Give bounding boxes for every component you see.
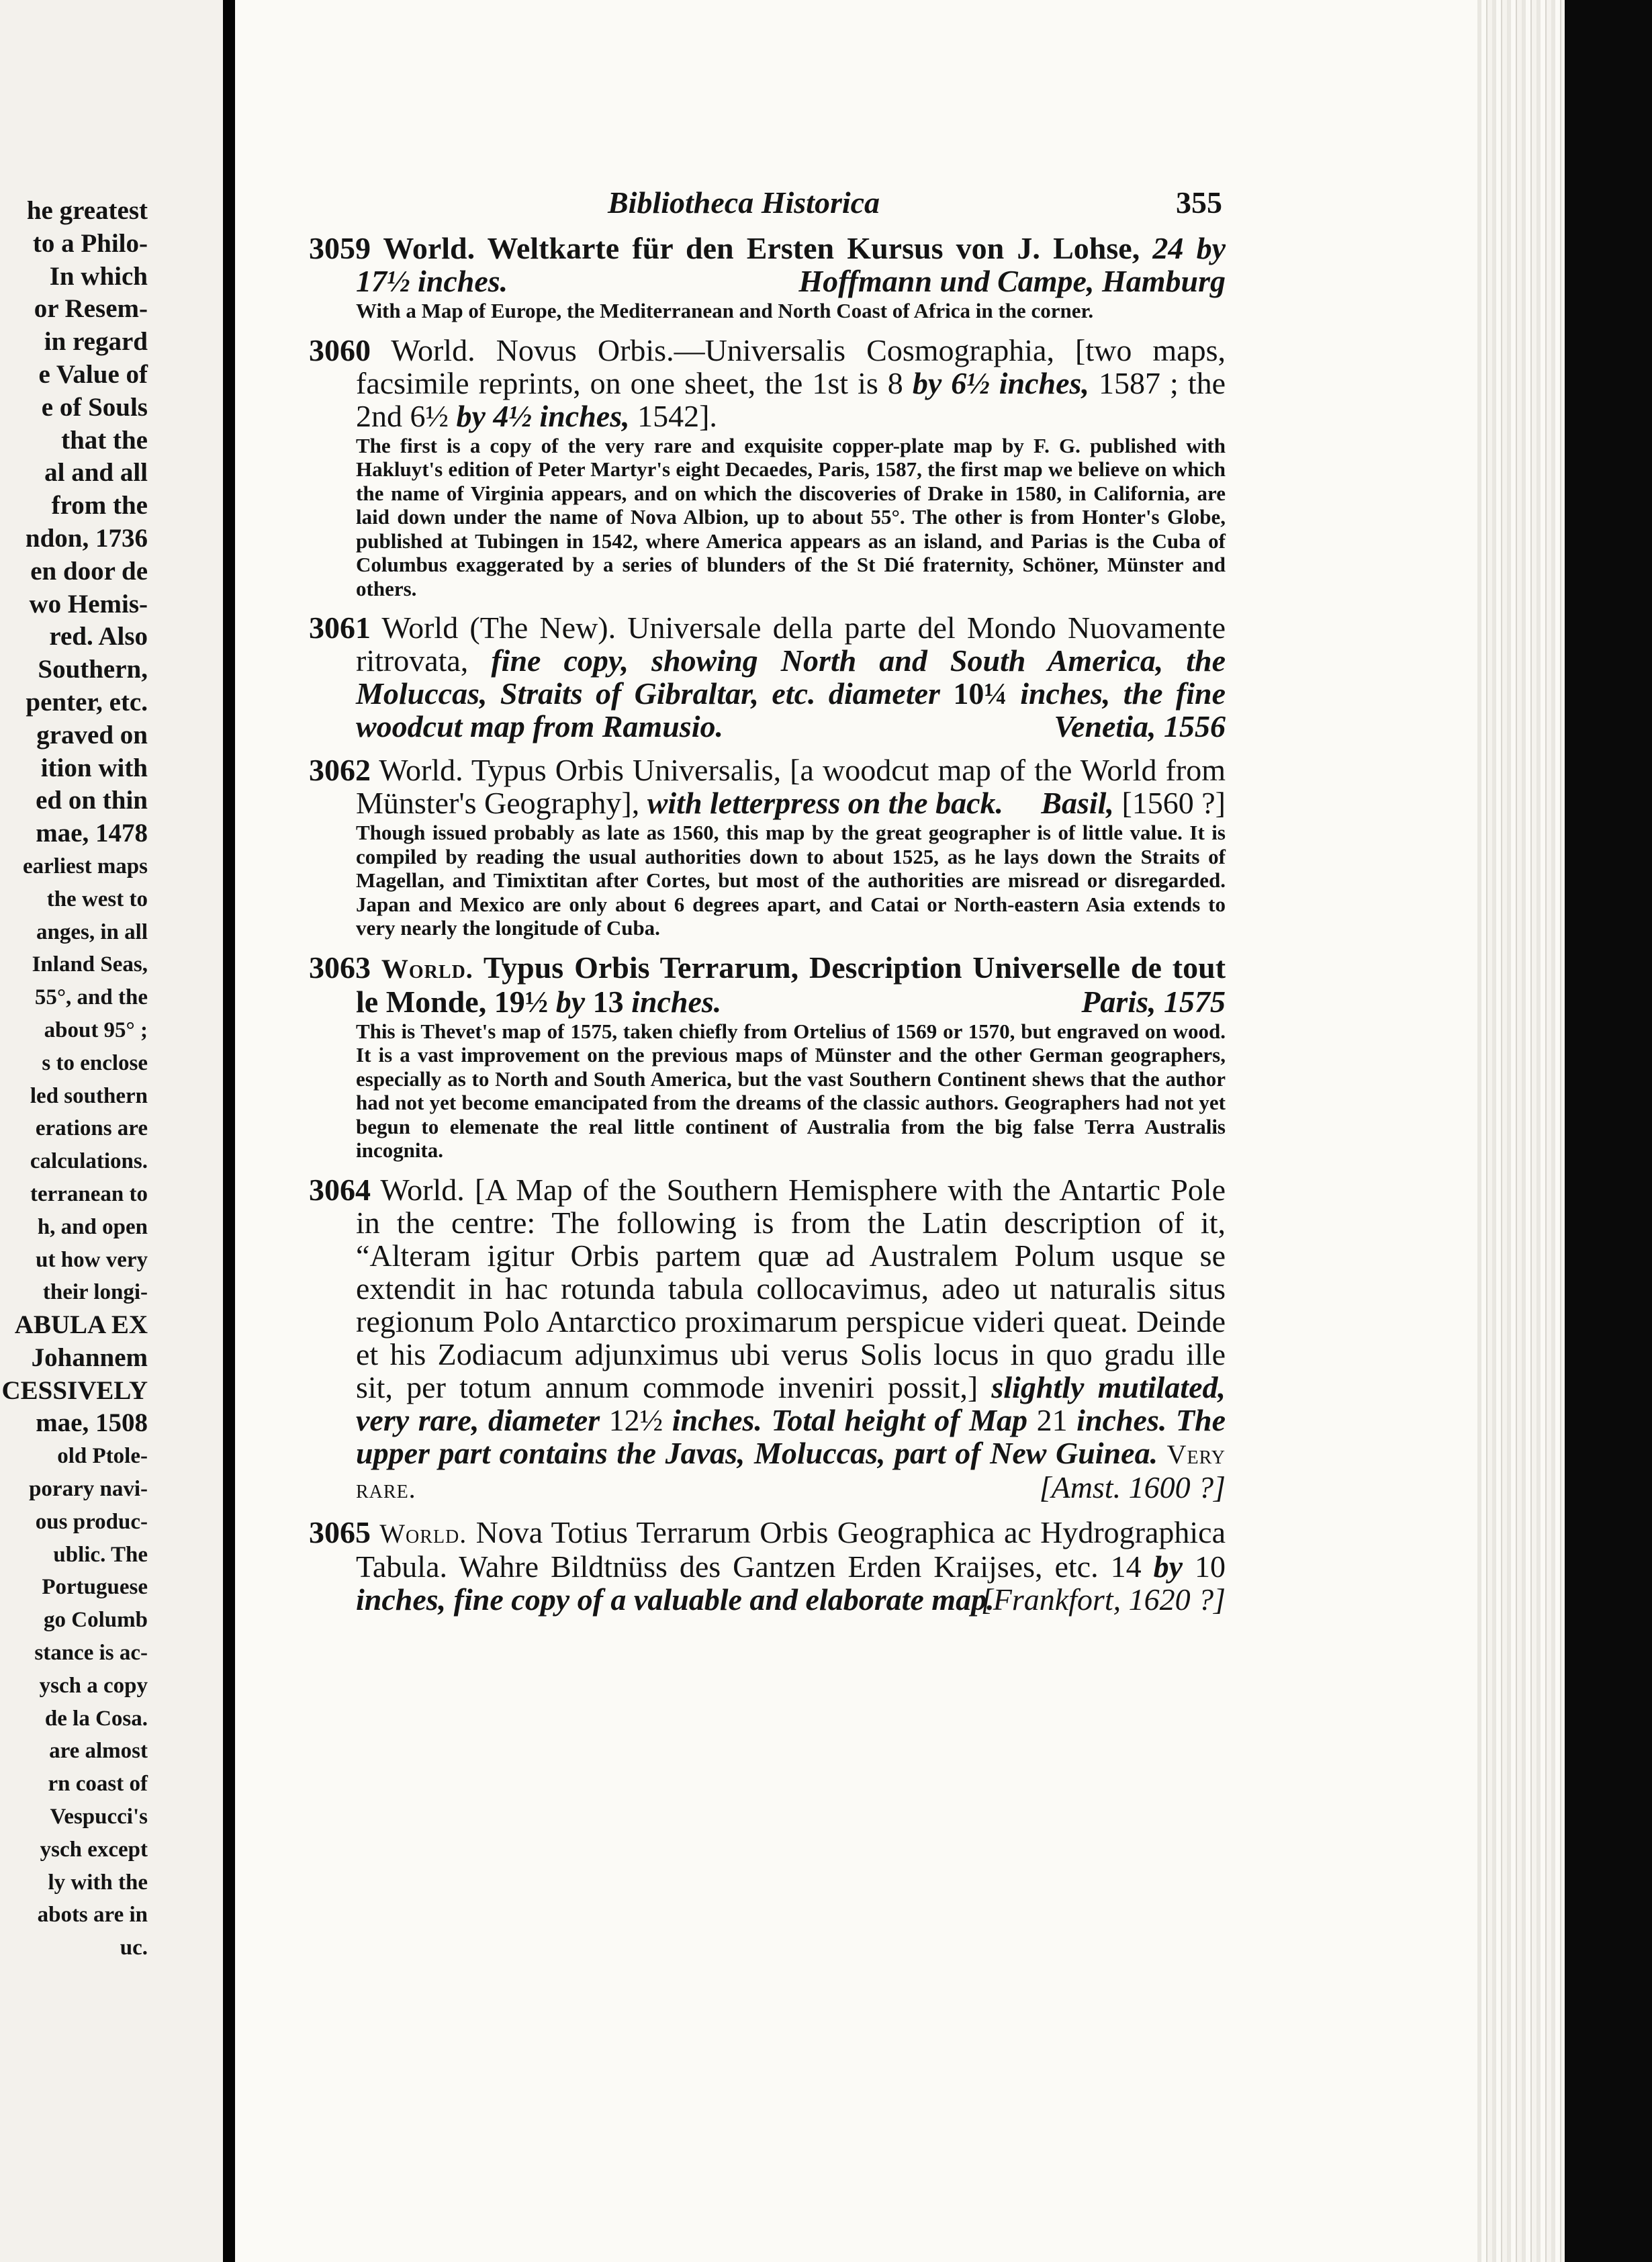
entry-title: World. Weltkarte für den Ersten Kursus von J. Lohse, [383,231,1140,265]
entry-condition: slightly mutilated, very rare, diameter [356,1369,1226,1437]
entry-dimensions: by 6½ inches, [912,365,1089,400]
previous-page-line: ition with [40,753,148,782]
previous-page-line: or Resem- [34,294,148,324]
entry-rarity: Very rare. [356,1439,1226,1504]
previous-page-line: CESSIVELY [1,1375,148,1405]
catalogue-entry [309,232,1226,323]
previous-page-line: to a Philo- [32,228,148,258]
entry-date: 1542]. [637,398,717,433]
scan-border [1565,0,1652,2262]
entry-description: fine copy, showing North and South America, the Moluccas, Straits of Gibraltar, etc. diameter [356,643,1226,711]
entry-imprint [1041,786,1226,820]
entry-title: Typus Orbis Terrarum, Description Universelle de tout le Monde, 19½ [356,950,1226,1019]
entry-number: 3061 [309,610,371,645]
entry-note: Though issued probably as late as 1560, this map by the great geographer is of little value. It is compiled by reading the usual authorities down to about 1525, as he lays down the Straits of Magellan, and Timixtitan after Cortes, but most of the authorities are misread or disregarded. Japan and Mexico are only about 6 degrees apart, and Catai or North-eastern Asia extends to very nearly the longitude of Cuba. [356,821,1226,940]
entry-description-2: inches. The upper part contains the Javas, Moluccas, part of New Guinea. [356,1402,1226,1470]
previous-page-line: anges, in all [36,919,148,944]
entry-imprint: Paris, 1575 [1081,984,1226,1019]
entry-heading [309,951,1226,1018]
previous-page-line: wo Hemis- [29,589,148,619]
entry-subject: World. [381,953,473,984]
catalogue-entry [309,1173,1226,1505]
entry-description: with letterpress on the back. [647,786,1004,820]
previous-page-line: e of Souls [41,392,148,422]
entry-heading [309,334,1226,433]
previous-page-line: are almost [49,1739,148,1764]
previous-page-line: 55°, and the [34,985,148,1010]
entry-number: 3063 [309,950,371,985]
entry-size: 10 [1195,1549,1226,1584]
entry-description: inches, fine copy of a valuable and elaborate map. [356,1582,995,1617]
entry-number: 3062 [309,753,371,787]
catalogue-entries [309,232,1226,1627]
previous-page-line: terranean to [30,1181,148,1206]
entry-title: World (The New). Universale della parte del Mondo Nuovamente ritrovata, [356,610,1226,678]
entry-imprint: [Frankfort, 1620 ?] [980,1582,1226,1617]
previous-page-line: h, and open [37,1214,148,1239]
previous-page-line: uc. [120,1936,148,1960]
entry-dimensions: 24 by 17½ inches. [356,231,1226,298]
previous-page-line: ut how very [36,1247,148,1272]
previous-page-line: rn coast of [48,1772,148,1797]
previous-page-line: ABULA EX [14,1310,148,1340]
previous-page-line: Johannem [31,1343,148,1372]
entry-note: The first is a copy of the very rare and exquisite copper-plate map by F. G. published with Hakluyt's edition of Peter Martyr's eight Decaedes, Paris, 1587, the first map we believe on which the name of Virginia appears, and on which the discoveries of Drake in 1580, in California, are laid down under the name of Nova Albion, up to about 55°. The other is from Honter's Globe, published at Tubingen in 1542, where America appears as an island, and Parias is the Cuba of Columbus exaggerated by a series of blunders of the St Dié fraternity, Schöner, Münster and others. [356,433,1226,600]
previous-page-line: graved on [36,720,148,750]
previous-page-line: about 95° ; [44,1017,148,1042]
previous-page-line: s to enclose [42,1050,148,1075]
previous-page-line: ous produc- [35,1509,148,1534]
entry-number: 3059 [309,231,371,265]
previous-page-line: ublic. The [53,1542,148,1567]
previous-page-line: ysch a copy [39,1673,148,1698]
previous-page-line: Inland Seas, [32,952,148,977]
entry-diameter: 10¼ [953,676,1007,711]
entry-heading [309,1516,1226,1616]
entry-diameter: 12½ [608,1402,663,1437]
entry-heading [309,1173,1226,1505]
previous-page-line: abots are in [37,1903,148,1928]
catalogue-entry [309,334,1226,601]
previous-page-line: he greatest [26,196,148,225]
entry-by: by [1153,1549,1183,1584]
running-title: Bibliotheca Historica [608,185,880,220]
entry-place: Basil, [1041,786,1114,820]
previous-page-line: that the [61,425,148,455]
entry-height: 21 [1036,1402,1068,1437]
catalogue-entry [309,951,1226,1163]
previous-page-fragment [0,0,223,2262]
entry-imprint: Hoffmann und Campe, Hamburg [798,264,1226,298]
book-gutter [223,0,235,2262]
entry-size: 13 [592,984,624,1019]
entry-number: 3065 [309,1514,371,1549]
previous-page-line: penter, etc. [26,687,148,717]
entry-number: 3060 [309,332,371,367]
previous-page-line: ndon, 1736 [25,523,148,553]
previous-page-line: mae, 1508 [36,1408,148,1438]
previous-page-line: ed on thin [36,786,148,815]
catalogue-entry [309,611,1226,743]
previous-page-line: en door de [30,556,148,586]
entry-description: inches. Total height of Map [672,1402,1028,1437]
previous-page-line: de la Cosa. [44,1706,148,1731]
catalogue-entry [309,754,1226,940]
previous-page-line: Vespucci's [50,1805,148,1829]
previous-page-line: their longi- [42,1280,148,1305]
previous-page-line: led southern [30,1083,148,1108]
entry-by: by [555,984,586,1019]
previous-page-line: porary navi- [29,1477,148,1502]
previous-page-line: from the [51,491,148,521]
previous-page-line: old Ptole- [57,1444,148,1469]
entry-title: World. Typus Orbis Universalis, [a woodcut map of the World from Münster's Geography], [356,753,1226,820]
page-number: 355 [1176,185,1222,220]
previous-page-line: e Value of [38,359,148,389]
entry-title: World. [A Map of the Southern Hemisphere with the Antartic Pole in the centre: The following is from the Latin description of it, “Alteram igitur Orbis partem quæ ad Australem Polum usque se extendit in hac rotunda tabula collocavimus, adeo ut naturalis situs regionum Polo Antarctico proximarum perspicue videri queat. Deinde et his Zodiacum adjunximus ubi verus Solis locus in quo gradu ille sit, per totum annum commode inveniri possit,] [356,1172,1226,1404]
previous-page-line: calculations. [30,1149,148,1174]
previous-page-line: erations are [35,1116,148,1141]
entry-heading [309,754,1226,819]
previous-page-line: red. Also [49,622,148,651]
entry-description-2: inches, the fine woodcut map from Ramusio. [356,676,1226,743]
previous-page-line: ly with the [48,1870,148,1895]
previous-page-line: in regard [44,327,148,357]
entry-date: [1560 ?] [1121,786,1226,820]
previous-page-text [0,195,148,1964]
running-head [386,185,1222,225]
entry-subject: World. [379,1518,467,1549]
entry-number: 3064 [309,1172,371,1207]
catalogue-entry [309,1516,1226,1616]
page-edges [1477,0,1565,2262]
previous-page-line: earliest maps [22,854,148,878]
entry-title-cont: 1587 ; the 2nd 6½ [356,365,1226,433]
entry-note: With a Map of Europe, the Mediterranean and North Coast of Africa in the corner. [356,299,1094,322]
previous-page-line: al and all [44,458,148,488]
previous-page-line: Portuguese [42,1575,148,1600]
previous-page-line: mae, 1478 [36,819,148,848]
entry-note: This is Thevet's map of 1575, taken chiefly from Ortelius of 1569 or 1570, but engraved on wood. It is a vast improvement on the previous maps of Münster and the other German geographers, especially as to North and South America, but the vast Southern Continent shews that the author had not yet become emancipated from the dreams of the classic authors. Geographers had not yet begun to elemenate the real little continent of Australia from the big false Terra Australis incognita. [356,1019,1226,1162]
entry-unit: inches. [631,984,722,1019]
previous-page-line: the west to [46,887,148,911]
entry-title: Nova Totius Terrarum Orbis Geographica ac Hydrographica Tabula. Wahre Bildtnüss des Gantzen Erden Kraijses, etc. 14 [356,1514,1226,1584]
previous-page-line: In which [49,261,148,291]
previous-page-line: go Columb [44,1608,148,1633]
previous-page-line: stance is ac- [34,1641,148,1666]
previous-page-line: Southern, [38,655,148,684]
previous-page-line: ysch except [40,1837,148,1862]
entry-imprint: [Amst. 1600 ?] [1039,1469,1226,1504]
entry-title: World. Novus Orbis.—Universalis Cosmographia, [two maps, facsimile reprints, on one sheet, the 1st is 8 [356,332,1226,400]
entry-heading [309,611,1226,743]
entry-heading [309,232,1226,298]
entry-dimensions-2: by 4½ inches, [456,398,630,433]
entry-imprint: Venetia, 1556 [1054,709,1226,743]
